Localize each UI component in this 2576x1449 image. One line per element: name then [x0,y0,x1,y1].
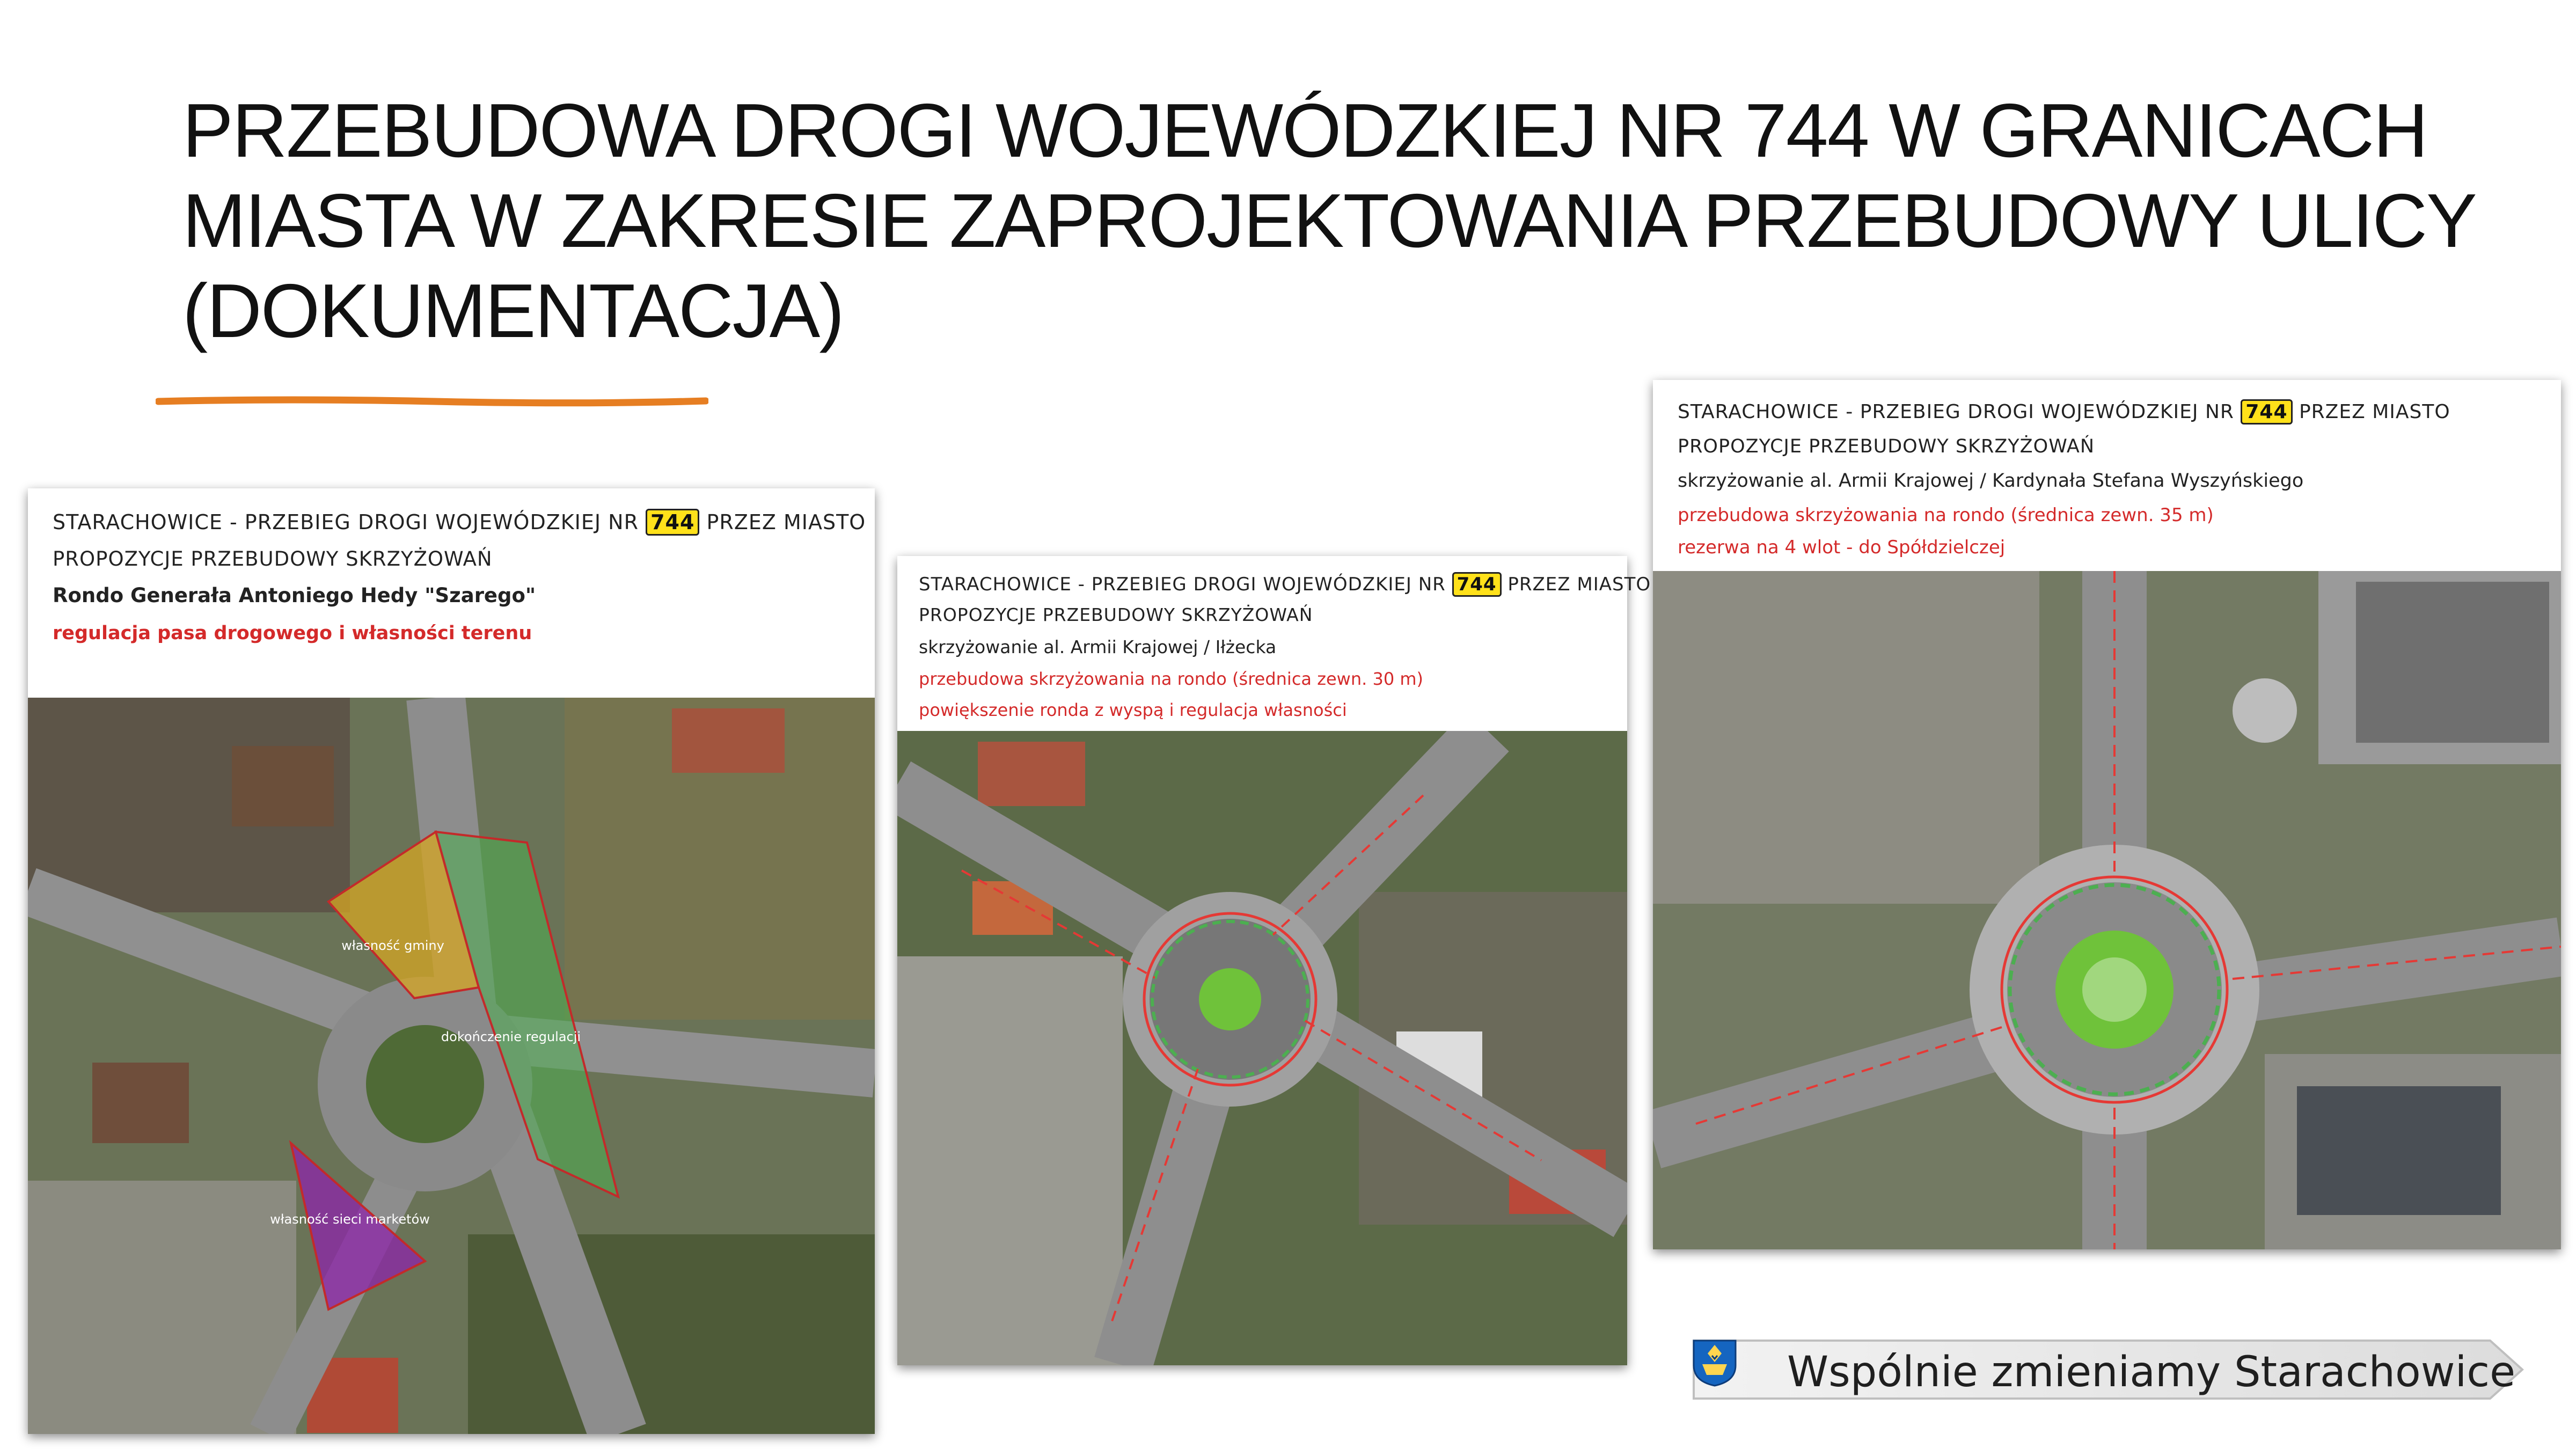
slogan-banner [1690,1337,2528,1402]
aerial-map [1653,571,2561,1249]
panel-header-title: STARACHOWICE - PRZEBIEG DROGI WOJEWÓDZKIEJ NR 744 PRZEZ MIASTO [1678,399,2450,425]
panel-note-1: przebudowa skrzyżowania na rondo (średnica zewn. 35 m) [1678,504,2214,526]
panel-subtitle: PROPOZYCJE PRZEBUDOWY SKRZYŻOWAŃ [919,604,1313,625]
panel-header-title: STARACHOWICE - PRZEBIEG DROGI WOJEWÓDZKIEJ NR 744 PRZEZ MIASTO [919,572,1651,597]
panel-note-1: przebudowa skrzyżowania na rondo (średnica zewn. 30 m) [919,669,1424,689]
panel-header-title: STARACHOWICE - PRZEBIEG DROGI WOJEWÓDZKIEJ NR 744 PRZEZ MIASTO [53,509,866,536]
panel-note-2: rezerwa na 4 wlot - do Spółdzielczej [1678,537,2006,558]
panel-location: Rondo Generała Antoniego Hedy "Szarego" [53,584,536,607]
road-number-badge: 744 [1452,572,1502,597]
map-label-regulacja: dokończenie regulacji [441,1029,581,1044]
panel-subtitle: PROPOZYCJE PRZEBUDOWY SKRZYŻOWAŃ [1678,436,2095,457]
panel-header [897,556,1651,731]
panel-header [1653,380,2561,571]
road-number-badge: 744 [2241,399,2292,425]
page-title-line-2: MIASTA W ZAKRESIE ZAPROJEKTOWANIA PRZEBUDOWY ULICY [182,178,2476,264]
city-crest-icon [1690,1337,1739,1387]
title-accent-underline [156,396,708,407]
page-title-line-1: PRZEBUDOWA DROGI WOJEWÓDZKIEJ NR 744 W GRANICACH [182,88,2427,173]
page-title-line-3: (DOKUMENTACJA) [182,268,844,354]
panel-location: skrzyżowanie al. Armii Krajowej / Iłżecka [919,636,1277,657]
page-title [182,86,2476,356]
panel-header [28,488,875,698]
panel-note-2: powiększenie ronda z wyspą i regulacja własności [919,700,1347,720]
panel-wyszynskiego [1653,380,2561,1249]
panel-subtitle: PROPOZYCJE PRZEBUDOWY SKRZYŻOWAŃ [53,547,493,570]
panel-rondo-szarego [28,488,875,1434]
aerial-map [28,698,875,1434]
panel-location: skrzyżowanie al. Armii Krajowej / Kardynała Stefana Wyszyńskiego [1678,470,2304,492]
map-label-gmina: własność gminy [341,938,444,953]
aerial-map [897,731,1627,1365]
map-label-market: własność sieci marketów [270,1212,430,1227]
slogan-text: Wspólnie zmieniamy Starachowice [1787,1348,2516,1396]
road-number-badge: 744 [646,509,699,536]
panel-note: regulacja pasa drogowego i własności terenu [53,623,532,644]
panel-ilzecka [897,556,1651,1365]
